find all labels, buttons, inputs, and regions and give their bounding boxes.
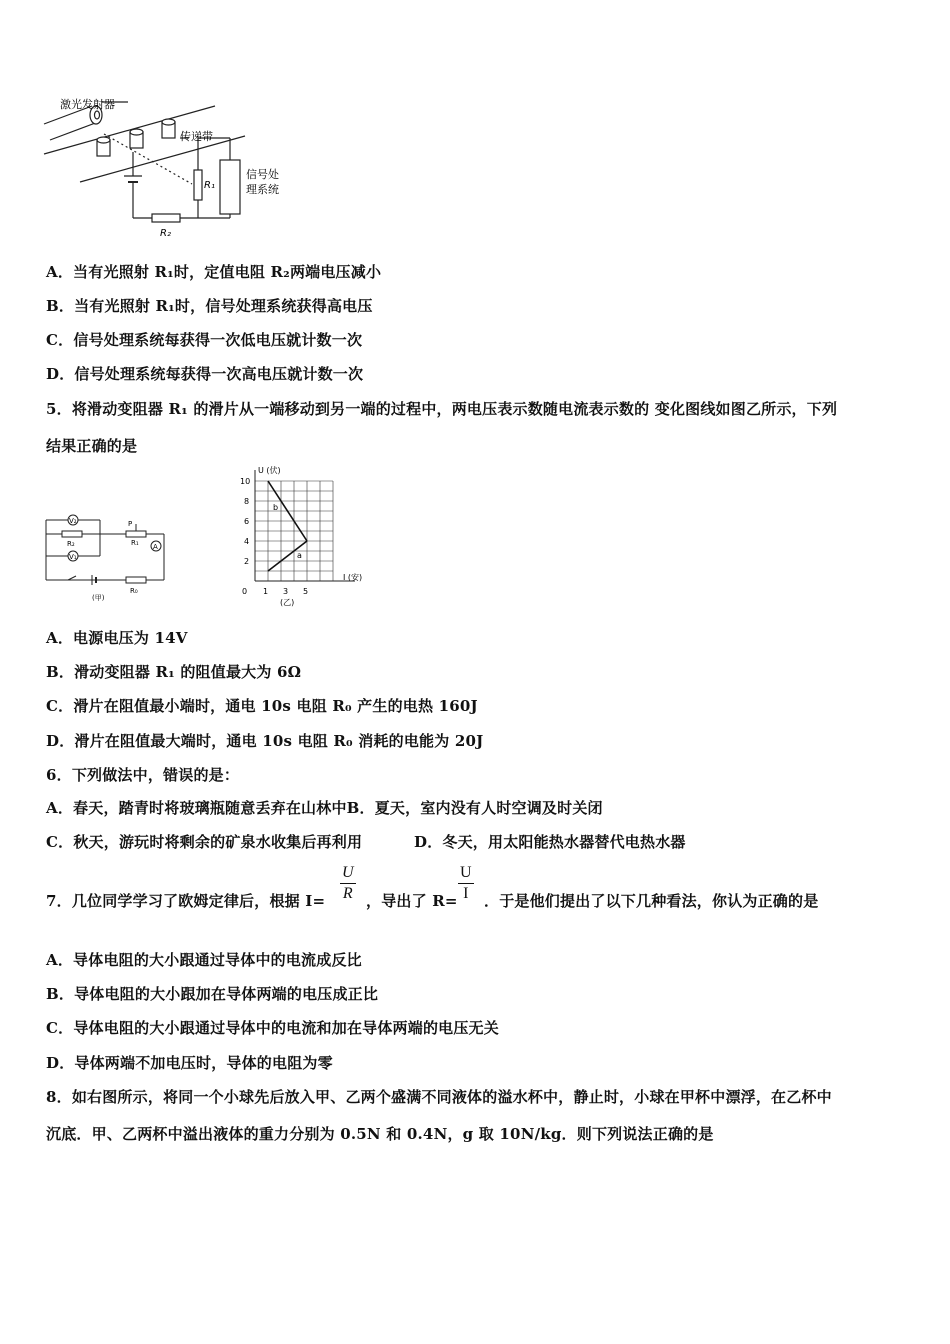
q4-option-b: B．当有光照射 R₁时，信号处理系统获得高电压 bbox=[46, 297, 373, 315]
frac1-den: R bbox=[342, 885, 353, 902]
q5-option-a: A．电源电压为 14V bbox=[46, 629, 188, 647]
y-tick-8: 8 bbox=[244, 497, 250, 506]
q6-stem: 6．下列做法中，错误的是： bbox=[46, 766, 240, 784]
q5-graph-figure bbox=[225, 462, 375, 607]
q7-option-c: C．导体电阻的大小跟通过导体中的电流和加在导体两端的电压无关 bbox=[46, 1019, 499, 1037]
y-axis-label: U (伏) bbox=[258, 466, 281, 475]
q6-option-d: D．冬天，用太阳能热水器替代电热水器 bbox=[414, 833, 686, 851]
frac2-den: I bbox=[463, 885, 469, 902]
x-tick-5: 5 bbox=[303, 587, 309, 596]
q5-option-c: C．滑片在阻值最小端时，通电 10s 电阻 R₀ 产生的电热 160J bbox=[46, 697, 478, 715]
r0-circuit-label: R₀ bbox=[130, 587, 138, 595]
line-b-label: b bbox=[273, 503, 279, 512]
fraction-u-over-r bbox=[340, 864, 356, 903]
r1-circuit-label: R₁ bbox=[131, 539, 139, 547]
q7-option-a: A．导体电阻的大小跟通过导体中的电流成反比 bbox=[46, 951, 362, 969]
signal-label-2: 理系统 bbox=[246, 183, 279, 196]
fraction-u-over-i bbox=[458, 864, 474, 903]
q7-option-b: B．导体电阻的大小跟加在导体两端的电压成正比 bbox=[46, 985, 379, 1003]
q5-stem-line1: 5．将滑动变阻器 R₁ 的滑片从一端移动到另一端的过程中，两电压表示数随电流表示数的 变化图线如图乙所示，下列 bbox=[46, 400, 838, 418]
r2-label: R₂ bbox=[160, 228, 171, 239]
y-tick-2: 2 bbox=[244, 557, 250, 566]
v1-label: V₁ bbox=[69, 553, 77, 561]
y-tick-4: 4 bbox=[244, 537, 250, 546]
x-tick-1: 1 bbox=[263, 587, 269, 596]
q5-circuit-figure bbox=[40, 508, 170, 603]
x-tick-0: 0 bbox=[242, 587, 248, 596]
x-axis-label: I (安) bbox=[343, 573, 363, 582]
q5-option-d: D．滑片在阻值最大端时，通电 10s 电阻 R₀ 消耗的电能为 20J bbox=[46, 732, 484, 750]
q7-stem-part2: ，导出了 R= bbox=[366, 892, 458, 910]
q8-stem-line2: 沉底．甲、乙两杯中溢出液体的重力分别为 0.5N 和 0.4N，g 取 10N/kg．则下列说法正确的是 bbox=[46, 1125, 714, 1143]
q7-stem-part1: 7．几位同学学习了欧姆定律后，根据 I= bbox=[46, 892, 326, 910]
frac2-num: U bbox=[460, 864, 472, 881]
laser-emitter-label: 激光发射器 bbox=[60, 98, 115, 111]
y-tick-10: 10 bbox=[240, 477, 251, 486]
q4-option-a: A．当有光照射 R₁时，定值电阻 R₂两端电压减小 bbox=[46, 263, 382, 281]
q7-option-d: D．导体两端不加电压时，导体的电阻为零 bbox=[46, 1054, 333, 1072]
laser-counter-figure bbox=[40, 92, 300, 242]
q6-option-c: C．秋天，游玩时将剩余的矿泉水收集后再利用 bbox=[46, 833, 363, 851]
q5-option-b: B．滑动变阻器 R₁ 的阻值最大为 6Ω bbox=[46, 663, 302, 681]
x-tick-3: 3 bbox=[283, 587, 289, 596]
a-meter-label: A bbox=[153, 543, 158, 551]
r2-circuit-label: R₂ bbox=[67, 540, 75, 548]
q4-option-c: C．信号处理系统每获得一次低电压就计数一次 bbox=[46, 331, 363, 349]
p-label: P bbox=[128, 520, 133, 528]
frac1-num: U bbox=[342, 864, 354, 881]
line-a-label: a bbox=[297, 551, 302, 560]
graph-caption: (乙) bbox=[280, 598, 295, 607]
belt-label: 传递带 bbox=[180, 130, 213, 143]
q4-option-d: D．信号处理系统每获得一次高电压就计数一次 bbox=[46, 365, 364, 383]
y-tick-6: 6 bbox=[244, 517, 250, 526]
q5-stem-line2: 结果正确的是 bbox=[46, 437, 138, 455]
signal-label-1: 信号处 bbox=[246, 168, 279, 181]
circuit-caption: (甲) bbox=[92, 594, 105, 602]
q6-options-ab: A．春天，踏青时将玻璃瓶随意丢弃在山林中B．夏天，室内没有人时空调及时关闭 bbox=[46, 799, 603, 817]
r1-label: R₁ bbox=[204, 180, 215, 191]
q8-stem-line1: 8．如右图所示，将同一个小球先后放入甲、乙两个盛满不同液体的溢水杯中，静止时，小球在甲杯中漂浮，在乙杯中 bbox=[46, 1088, 832, 1106]
q7-stem-part3: ．于是他们提出了以下几种看法，你认为正确的是 bbox=[484, 892, 819, 910]
v2-label: V₂ bbox=[69, 517, 77, 525]
